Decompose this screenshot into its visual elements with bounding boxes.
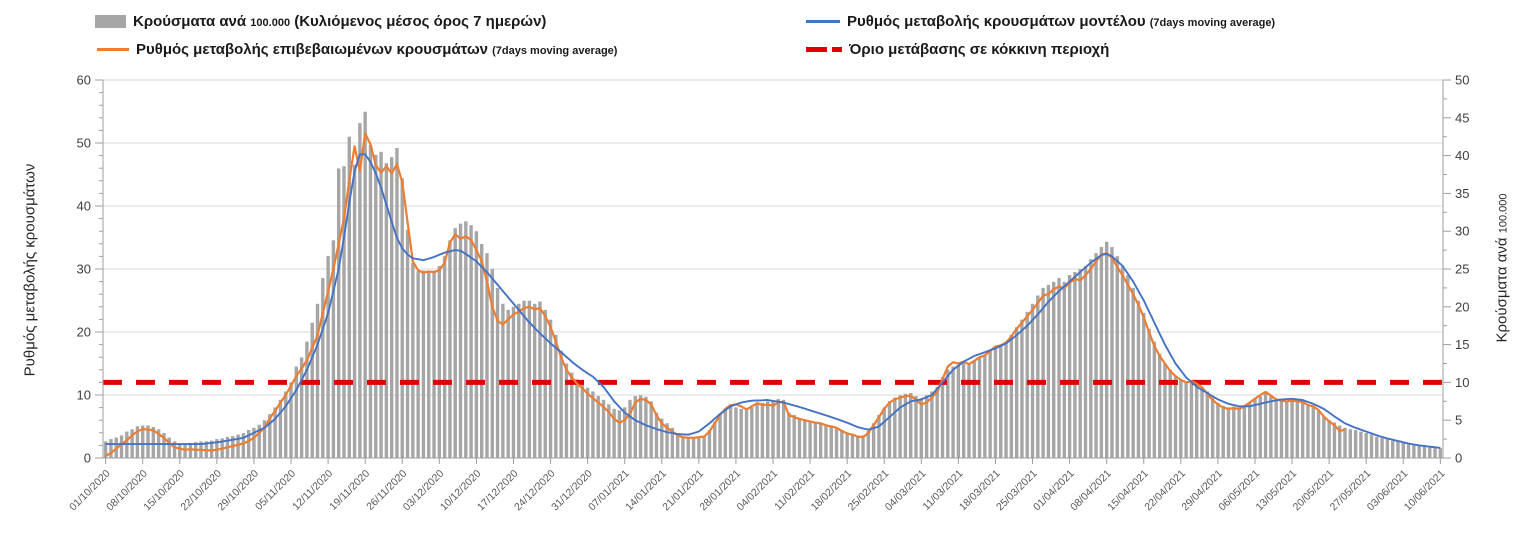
legend-label-cases-main: Κρούσματα ανά: [133, 12, 247, 30]
bar: [941, 377, 944, 458]
x-axis-date-label: 15/04/2021: [1105, 467, 1151, 514]
bar: [1380, 438, 1383, 458]
bar: [597, 396, 600, 458]
bar: [1174, 376, 1177, 458]
legend-label-cases-rest: (Κυλιόμενος μέσος όρος 7 ημερών): [294, 12, 547, 30]
bar: [438, 266, 441, 458]
bar: [856, 436, 859, 458]
bar: [1386, 439, 1389, 458]
x-axis-date-label: 11/02/2021: [772, 467, 818, 513]
bar: [724, 409, 727, 458]
bar: [792, 415, 795, 458]
bar: [914, 396, 917, 458]
bar: [1206, 391, 1209, 458]
right-axis-tick-label: 50: [1455, 72, 1470, 88]
bar: [565, 364, 568, 459]
bar: [1211, 398, 1214, 458]
right-axis-tick-label: 30: [1455, 223, 1470, 239]
left-axis-tick-label: 20: [76, 324, 91, 340]
bar: [379, 152, 382, 458]
bar: [1116, 256, 1119, 458]
bar: [983, 354, 986, 458]
bar: [1200, 387, 1203, 458]
bar: [973, 360, 976, 458]
bar: [374, 155, 377, 458]
bar: [1100, 247, 1103, 458]
x-axis-date-label: 05/11/2020: [253, 467, 299, 513]
bar: [284, 391, 287, 458]
x-axis-date-label: 03/06/2021: [1364, 467, 1411, 514]
bar: [845, 433, 848, 458]
right-axis-tick-label: 10: [1455, 374, 1470, 390]
bar: [422, 271, 425, 458]
bar: [1110, 247, 1113, 458]
x-axis-date-label: 01/10/2020: [67, 467, 113, 514]
bar: [1407, 444, 1410, 458]
left-axis-title-text: Ρυθμός μεταβολής κρουσμάτων: [21, 163, 39, 377]
x-axis-date-label: 27/05/2021: [1327, 467, 1374, 514]
x-axis-date-label: 07/01/2021: [586, 467, 632, 514]
bar: [1285, 401, 1288, 458]
bar: [644, 397, 647, 458]
bar: [702, 437, 705, 458]
bar: [655, 413, 658, 458]
x-axis-date-label: 22/10/2020: [178, 467, 224, 514]
bar: [1078, 269, 1081, 458]
bar: [787, 413, 790, 458]
bar: [353, 165, 356, 458]
x-axis-date-label: 04/03/2021: [882, 467, 929, 514]
bar: [1301, 403, 1304, 458]
bar: [300, 357, 303, 458]
bar: [888, 401, 891, 458]
bar: [273, 407, 276, 458]
bar: [1179, 380, 1182, 458]
left-axis-tick-label: 60: [76, 72, 91, 88]
x-axis-date-label: 08/04/2021: [1068, 467, 1114, 514]
bar: [1057, 278, 1060, 458]
bar: [1412, 444, 1415, 458]
bar: [750, 407, 753, 458]
x-axis-date-label: 10/12/2020: [437, 467, 484, 514]
x-axis-date-label: 22/04/2021: [1142, 467, 1188, 514]
bar: [1158, 354, 1161, 458]
bar: [692, 438, 695, 458]
bar: [771, 401, 774, 458]
bar: [1354, 430, 1357, 458]
x-axis-date-label: 06/05/2021: [1216, 467, 1263, 514]
bar: [782, 400, 785, 458]
bar: [1290, 400, 1293, 458]
bar: [1349, 429, 1352, 458]
x-axis-date-label: 18/02/2021: [808, 467, 855, 514]
bar: [1343, 428, 1346, 458]
bar: [395, 148, 398, 458]
x-axis-date-label: 25/02/2021: [845, 467, 892, 514]
left-axis-tick-label: 0: [83, 450, 91, 466]
bar: [1084, 266, 1087, 458]
bar: [1248, 403, 1251, 458]
bar: [925, 395, 928, 458]
bar: [1026, 312, 1029, 458]
bar: [1142, 313, 1145, 458]
bar: [835, 428, 838, 458]
x-axis-date-label: 29/10/2020: [215, 467, 262, 514]
bar: [766, 401, 769, 458]
bar: [1259, 396, 1262, 458]
bar: [1041, 288, 1044, 458]
bar: [687, 438, 690, 458]
bar: [1195, 384, 1198, 458]
bar: [109, 439, 112, 458]
x-axis-date-label: 28/01/2021: [697, 467, 744, 514]
bar: [824, 425, 827, 458]
right-axis-tick-label: 40: [1455, 148, 1470, 164]
bar: [1327, 420, 1330, 458]
x-axis-date-label: 21/01/2021: [660, 467, 706, 514]
bar: [951, 367, 954, 458]
bar: [628, 400, 631, 458]
bar: [1073, 272, 1076, 458]
x-axis-date-label: 12/11/2020: [290, 467, 336, 513]
right-axis-tick-label: 15: [1455, 337, 1470, 353]
bar: [570, 373, 573, 458]
bar: [1047, 285, 1050, 458]
left-axis-tick-label: 10: [76, 387, 91, 403]
bar: [1163, 364, 1166, 459]
bar: [681, 437, 684, 458]
bar: [475, 231, 478, 458]
bar: [1391, 441, 1394, 458]
bar: [559, 351, 562, 458]
bar: [581, 384, 584, 458]
bar: [1359, 432, 1362, 458]
bar: [401, 178, 404, 458]
bar: [883, 407, 886, 458]
bar: [406, 230, 409, 458]
bar: [803, 419, 806, 458]
bar: [554, 335, 557, 458]
right-axis-tick-label: 20: [1455, 299, 1470, 315]
bar: [1004, 342, 1007, 458]
bar: [1375, 437, 1378, 458]
x-axis-date-label: 19/11/2020: [327, 467, 373, 513]
bar: [777, 399, 780, 458]
bar: [1015, 327, 1018, 458]
bar: [289, 382, 292, 458]
bar: [1052, 282, 1055, 458]
bar: [178, 444, 181, 458]
bar: [575, 379, 578, 458]
legend-label-confirmed-small: (7days moving average): [492, 44, 618, 57]
bar: [755, 404, 758, 458]
bar: [538, 302, 541, 458]
right-axis-title-text: Κρούσματα ανά: [1493, 237, 1511, 343]
bar: [1280, 400, 1283, 458]
bar: [1417, 445, 1420, 458]
bar: [1402, 443, 1405, 458]
bar: [1036, 295, 1039, 458]
bar: [830, 425, 833, 458]
bar: [1312, 407, 1315, 458]
bar: [1306, 406, 1309, 458]
bar: [591, 391, 594, 458]
bar: [549, 320, 552, 458]
right-axis-tick-label: 5: [1455, 412, 1463, 428]
left-axis-tick-label: 40: [76, 198, 91, 214]
x-axis-date-label: 17/12/2020: [474, 467, 521, 514]
bar: [1222, 406, 1225, 458]
x-axis-date-label: 20/05/2021: [1290, 467, 1337, 514]
bar: [967, 364, 970, 459]
x-axis-date-label: 11/03/2021: [920, 467, 966, 513]
x-axis-date-label: 13/05/2021: [1253, 467, 1300, 514]
right-axis-tick-label: 35: [1455, 185, 1470, 201]
x-axis-date-label: 26/11/2020: [364, 467, 410, 513]
x-axis-date-label: 18/03/2021: [956, 467, 1003, 514]
bar: [988, 351, 991, 458]
bar: [808, 421, 811, 458]
left-axis-tick-label: 50: [76, 135, 91, 151]
bar: [469, 225, 472, 458]
bar: [279, 400, 282, 458]
bar: [480, 244, 483, 458]
bar: [1296, 401, 1299, 458]
x-axis-date-label: 08/10/2020: [104, 467, 150, 514]
bar: [994, 347, 997, 458]
bar: [454, 228, 457, 458]
bar: [1153, 342, 1156, 458]
bar: [1439, 448, 1442, 458]
right-axis-tick-label: 25: [1455, 261, 1470, 277]
legend-label-model-main: Ρυθμός μεταβολής κρουσμάτων μοντέλου: [847, 12, 1146, 30]
bar: [935, 387, 938, 458]
bar: [1131, 288, 1134, 458]
bar: [1243, 406, 1246, 458]
bar: [496, 288, 499, 458]
bar: [358, 123, 361, 458]
x-axis-date-label: 15/10/2020: [141, 467, 187, 514]
x-axis-date-label: 10/06/2021: [1401, 467, 1448, 514]
bar: [623, 407, 626, 458]
x-axis-date-label: 14/01/2021: [623, 467, 669, 514]
bar: [999, 345, 1002, 458]
bar: [1094, 253, 1097, 458]
bar: [1190, 381, 1193, 458]
bar: [814, 422, 817, 458]
bar: [586, 388, 589, 458]
bar: [1010, 335, 1013, 458]
bar: [1227, 407, 1230, 458]
bar: [1063, 282, 1066, 458]
bar: [363, 112, 366, 458]
bar: [851, 435, 854, 458]
bar: [522, 301, 525, 458]
bar: [1216, 403, 1219, 458]
legend-label-cases-small: 100.000: [250, 16, 291, 29]
bar: [893, 398, 896, 458]
legend-label-threshold-main: Όριο μετάβασης σε κόκκινη περιοχή: [849, 40, 1110, 58]
bar: [427, 271, 430, 458]
bar: [1089, 259, 1092, 458]
bar: [1105, 242, 1108, 458]
bar: [1269, 396, 1272, 458]
bar: [861, 435, 864, 458]
left-axis-tick-label: 30: [76, 261, 91, 277]
bar: [819, 423, 822, 458]
bar: [649, 401, 652, 458]
bar: [1068, 275, 1071, 458]
bar: [697, 438, 700, 458]
bar: [734, 407, 737, 458]
bar: [448, 240, 451, 458]
bar: [877, 415, 880, 458]
bar: [1020, 320, 1023, 458]
bar: [639, 395, 642, 458]
bar: [369, 145, 372, 458]
x-axis-date-label: 25/03/2021: [993, 467, 1040, 514]
bar: [1184, 382, 1187, 458]
bar: [962, 362, 965, 458]
bar: [416, 271, 419, 458]
bar: [390, 157, 393, 458]
bar: [930, 391, 933, 458]
bar: [411, 263, 414, 458]
legend-label-confirmed-main: Ρυθμός μεταβολής επιβεβαιωμένων κρουσμάτων: [136, 40, 488, 58]
bar: [120, 435, 123, 458]
bar: [978, 357, 981, 458]
bar: [337, 168, 340, 458]
right-axis-tick-label: 0: [1455, 450, 1463, 466]
x-axis-date-label: 29/04/2021: [1179, 467, 1226, 514]
bar: [898, 395, 901, 458]
x-axis-date-label: 03/12/2020: [400, 467, 447, 514]
bar: [840, 430, 843, 458]
right-axis-title-small: 100.000: [1497, 193, 1510, 234]
bar: [718, 414, 721, 458]
bar: [464, 221, 467, 458]
bar: [1274, 399, 1277, 458]
bar: [1253, 399, 1256, 458]
bar: [618, 410, 621, 458]
bar: [745, 410, 748, 458]
bar: [761, 403, 764, 458]
bar: [1137, 301, 1140, 458]
x-axis-date-label: 04/02/2021: [734, 467, 781, 514]
bar: [1428, 447, 1431, 458]
legend-label-model-small: (7days moving average): [1149, 16, 1276, 29]
bar: [1433, 447, 1436, 458]
bar: [1237, 407, 1240, 458]
bar: [798, 418, 801, 458]
bar: [740, 409, 743, 458]
x-axis-date-label: 24/12/2020: [512, 467, 558, 514]
bar: [957, 365, 960, 458]
bar: [1232, 407, 1235, 458]
right-axis-tick-label: 45: [1455, 110, 1470, 126]
bar: [729, 407, 732, 458]
bar: [1121, 266, 1124, 458]
bar: [459, 224, 462, 458]
bar: [1365, 433, 1368, 458]
bar: [920, 398, 923, 458]
bar: [1396, 441, 1399, 458]
bar: [1370, 435, 1373, 458]
bar: [1126, 275, 1129, 458]
bar: [443, 256, 446, 458]
bar: [1147, 329, 1150, 458]
bar: [1423, 446, 1426, 458]
x-axis-date-label: 31/12/2020: [549, 467, 595, 514]
bar: [1317, 411, 1320, 458]
bar: [1322, 416, 1325, 458]
x-axis-date-label: 01/04/2021: [1031, 467, 1077, 514]
bar: [708, 430, 711, 458]
bar: [432, 271, 435, 458]
